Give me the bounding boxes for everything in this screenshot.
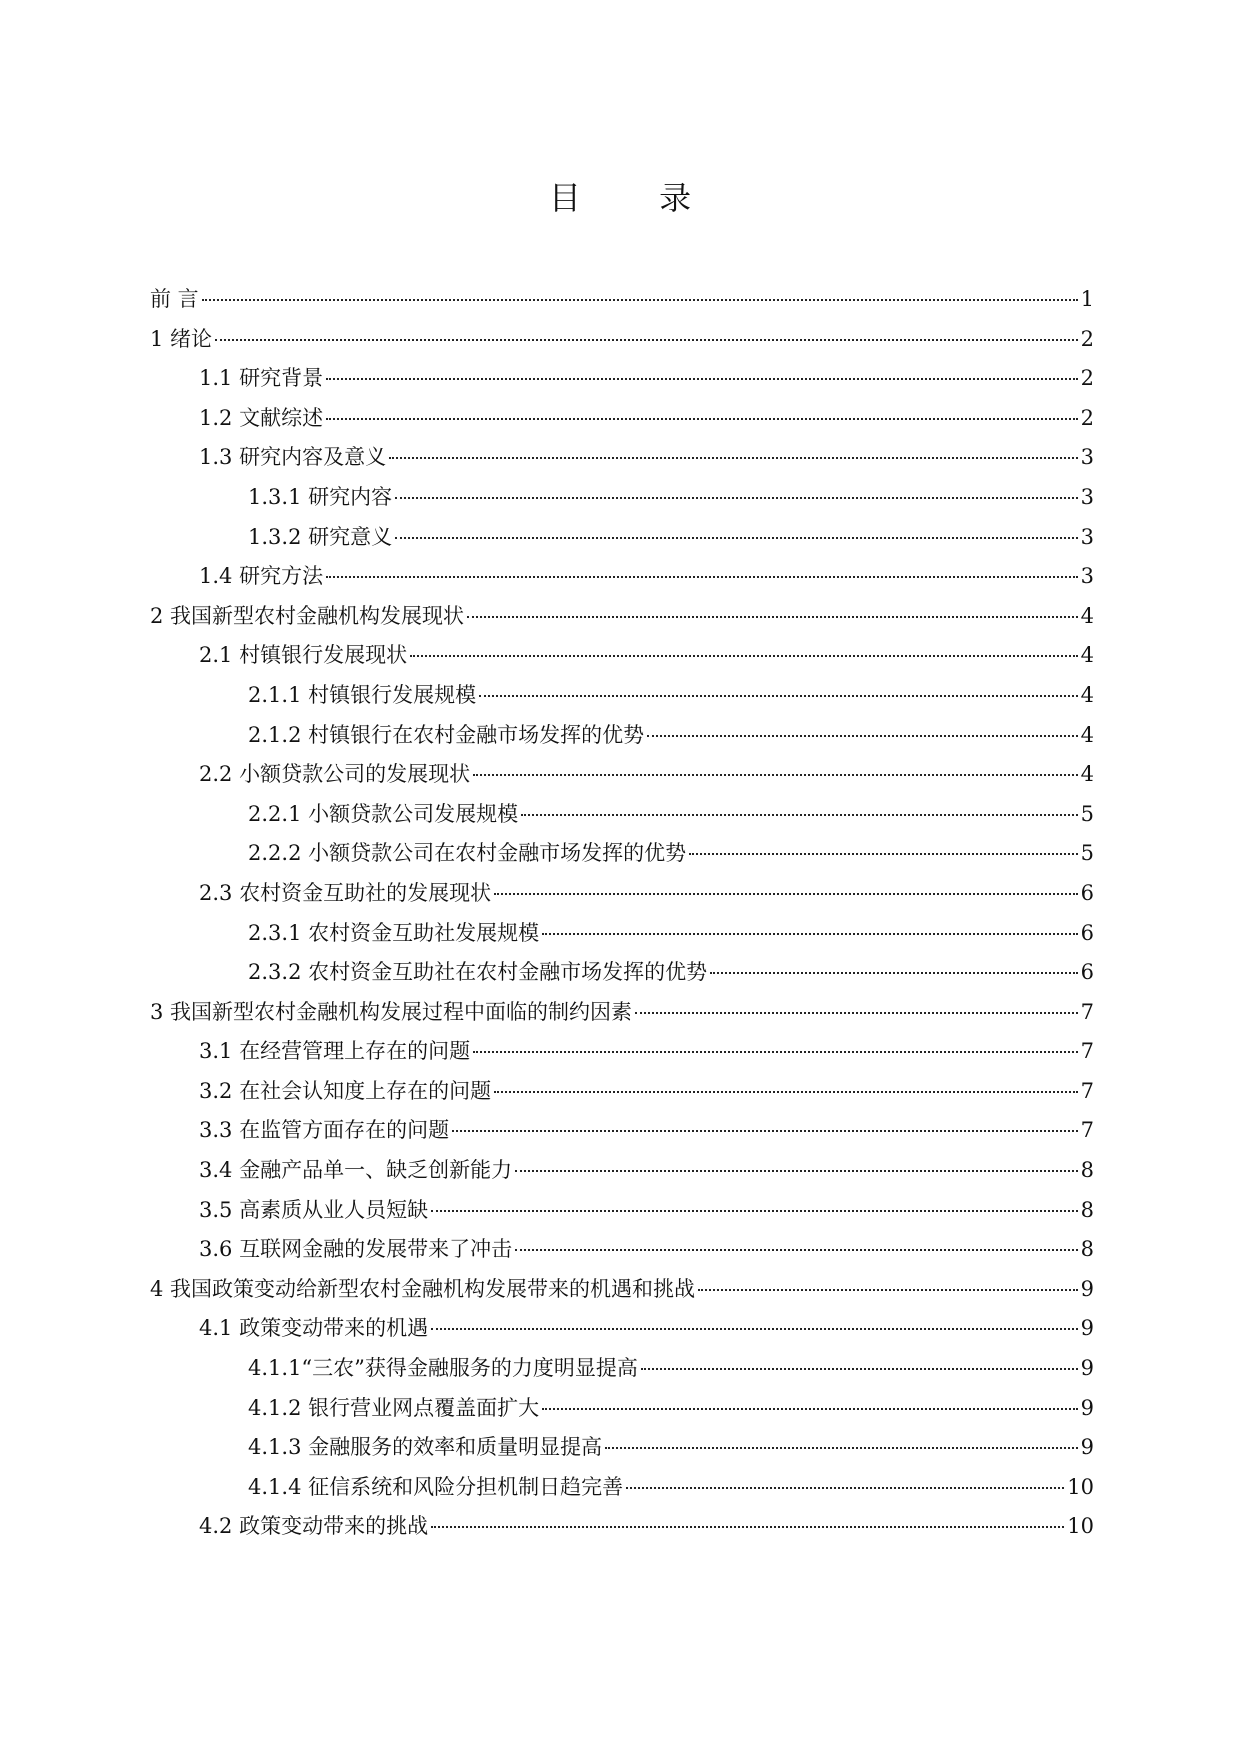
toc-dot-leader <box>647 735 1078 737</box>
toc-dot-leader <box>202 299 1078 301</box>
toc-entry-page-number: 2 <box>1080 366 1094 391</box>
toc-entry-page-number: 4 <box>1080 603 1094 628</box>
toc-entry[interactable] <box>150 953 1094 993</box>
toc-entry-page-number: 4 <box>1080 722 1094 747</box>
toc-entry[interactable] <box>150 874 1094 914</box>
toc-entry-page-number: 5 <box>1080 841 1094 866</box>
toc-entry-page-number: 9 <box>1080 1276 1094 1301</box>
toc-dot-leader <box>410 655 1078 657</box>
toc-dot-leader <box>698 1289 1078 1291</box>
toc-entry-page-number: 6 <box>1080 960 1094 985</box>
toc-entry-label: 1.4 研究方法 <box>199 564 324 589</box>
toc-entry-page-number: 5 <box>1080 801 1094 826</box>
toc-entry-label: 2 我国新型农村金融机构发展现状 <box>150 603 465 628</box>
toc-dot-leader <box>215 339 1078 341</box>
toc-entry-label: 2.1.2 村镇银行在农村金融市场发挥的优势 <box>248 722 645 747</box>
toc-entry[interactable] <box>150 1270 1094 1310</box>
toc-entry-label: 4.1.2 银行营业网点覆盖面扩大 <box>248 1395 540 1420</box>
toc-entry-page-number: 4 <box>1080 643 1094 668</box>
toc-entry-label: 3.6 互联网金融的发展带来了冲击 <box>199 1237 513 1262</box>
toc-entry-page-number: 9 <box>1080 1316 1094 1341</box>
toc-entry[interactable] <box>150 914 1094 954</box>
toc-entry[interactable] <box>150 1151 1094 1191</box>
toc-dot-leader <box>431 1328 1078 1330</box>
toc-entry[interactable] <box>150 280 1094 320</box>
toc-entry-page-number: 2 <box>1080 405 1094 430</box>
toc-entry-page-number: 9 <box>1080 1356 1094 1381</box>
toc-dot-leader <box>326 378 1078 380</box>
toc-dot-leader <box>479 695 1078 697</box>
toc-dot-leader <box>542 933 1078 935</box>
toc-entry[interactable] <box>150 1111 1094 1151</box>
toc-dot-leader <box>431 1526 1064 1528</box>
toc-entry-label: 3.5 高素质从业人员短缺 <box>199 1197 429 1222</box>
toc-entry-label: 1.1 研究背景 <box>199 366 324 391</box>
toc-entry-label: 1.3.1 研究内容 <box>248 484 393 509</box>
toc-entry[interactable] <box>150 1309 1094 1349</box>
toc-dot-leader <box>515 1170 1078 1172</box>
toc-entry-page-number: 8 <box>1080 1197 1094 1222</box>
toc-entry-page-number: 7 <box>1080 1078 1094 1103</box>
toc-dot-leader <box>467 616 1078 618</box>
toc-entry-label: 3.2 在社会认知度上存在的问题 <box>199 1078 492 1103</box>
toc-entry[interactable] <box>150 636 1094 676</box>
toc-entry-label: 1 绪论 <box>150 326 213 351</box>
toc-entry[interactable] <box>150 1230 1094 1270</box>
toc-entry-label: 4.1.1“三农”获得金融服务的力度明显提高 <box>248 1356 638 1381</box>
toc-entry-page-number: 10 <box>1067 1514 1094 1539</box>
toc-entry[interactable] <box>150 1468 1094 1508</box>
toc-entry-label: 4.1.4 征信系统和风险分担机制日趋完善 <box>248 1474 624 1499</box>
toc-dot-leader <box>626 1487 1064 1489</box>
toc-entry-page-number: 6 <box>1080 880 1094 905</box>
toc-entry-label: 4 我国政策变动给新型农村金融机构发展带来的机遇和挑战 <box>150 1276 696 1301</box>
toc-entry[interactable] <box>150 438 1094 478</box>
toc-entry-label: 2.1 村镇银行发展现状 <box>199 643 408 668</box>
toc-entry-label: 前 言 <box>150 287 199 311</box>
toc-entry-label: 3 我国新型农村金融机构发展过程中面临的制约因素 <box>150 999 633 1024</box>
toc-entry-label: 2.3 农村资金互助社的发展现状 <box>199 880 492 905</box>
toc-entry-label: 2.2 小额贷款公司的发展现状 <box>199 762 471 787</box>
toc-entry-page-number: 3 <box>1080 524 1094 549</box>
toc-entry[interactable] <box>150 399 1094 439</box>
toc-dot-leader <box>431 1210 1078 1212</box>
toc-entry-label: 2.1.1 村镇银行发展规模 <box>248 682 477 707</box>
toc-entry-page-number: 3 <box>1080 484 1094 509</box>
toc-entry-label: 1.2 文献综述 <box>199 405 324 430</box>
toc-title: 目 录 <box>548 179 726 217</box>
toc-entry-page-number: 7 <box>1080 1118 1094 1143</box>
toc-entry-label: 1.3 研究内容及意义 <box>199 445 387 470</box>
toc-entry-page-number: 7 <box>1080 999 1094 1024</box>
toc-entry-label: 1.3.2 研究意义 <box>248 524 393 549</box>
toc-entry-page-number: 9 <box>1080 1395 1094 1420</box>
toc-entry-page-number: 9 <box>1080 1435 1094 1460</box>
toc-entry[interactable] <box>150 1507 1094 1547</box>
toc-entry-page-number: 1 <box>1080 287 1094 311</box>
toc-dot-leader <box>689 853 1078 855</box>
toc-entry[interactable] <box>150 676 1094 716</box>
toc-dot-leader <box>473 774 1078 776</box>
toc-dot-leader <box>494 1091 1078 1093</box>
toc-entry[interactable] <box>150 1191 1094 1231</box>
toc-dot-leader <box>605 1447 1078 1449</box>
toc-entry[interactable] <box>150 518 1094 558</box>
toc-entry[interactable] <box>150 993 1094 1033</box>
toc-entry-label: 3.3 在监管方面存在的问题 <box>199 1118 450 1143</box>
toc-entry-label: 3.1 在经营管理上存在的问题 <box>199 1039 471 1064</box>
toc-entry-label: 2.2.2 小额贷款公司在农村金融市场发挥的优势 <box>248 841 687 866</box>
toc-entry-label: 3.4 金融产品单一、缺乏创新能力 <box>199 1158 513 1183</box>
toc-entry-page-number: 8 <box>1080 1237 1094 1262</box>
toc-dot-leader <box>395 537 1078 539</box>
toc-entry-page-number: 10 <box>1067 1474 1094 1499</box>
toc-entry[interactable] <box>150 359 1094 399</box>
toc-entry[interactable] <box>150 1349 1094 1389</box>
toc-entry[interactable] <box>150 755 1094 795</box>
toc-entry[interactable] <box>150 795 1094 835</box>
toc-dot-leader <box>641 1368 1078 1370</box>
toc-entry-page-number: 7 <box>1080 1039 1094 1064</box>
toc-entry[interactable] <box>150 834 1094 874</box>
toc-entry[interactable] <box>150 716 1094 756</box>
toc-entry[interactable] <box>150 1032 1094 1072</box>
toc-dot-leader <box>494 893 1078 895</box>
toc-entry-label: 2.3.2 农村资金互助社在农村金融市场发挥的优势 <box>248 960 708 985</box>
toc-list <box>150 280 1094 1547</box>
toc-dot-leader <box>710 972 1078 974</box>
toc-dot-leader <box>395 497 1078 499</box>
toc-entry-label: 4.1.3 金融服务的效率和质量明显提高 <box>248 1435 603 1460</box>
toc-dot-leader <box>326 576 1078 578</box>
toc-entry[interactable] <box>150 1389 1094 1429</box>
toc-dot-leader <box>473 1051 1078 1053</box>
toc-entry-label: 2.3.1 农村资金互助社发展规模 <box>248 920 540 945</box>
toc-dot-leader <box>521 814 1078 816</box>
toc-entry-page-number: 2 <box>1080 326 1094 351</box>
toc-entry-page-number: 3 <box>1080 445 1094 470</box>
toc-entry-page-number: 3 <box>1080 564 1094 589</box>
toc-dot-leader <box>452 1130 1078 1132</box>
toc-entry[interactable] <box>150 557 1094 597</box>
toc-dot-leader <box>389 457 1078 459</box>
toc-dot-leader <box>542 1408 1078 1410</box>
toc-entry-page-number: 6 <box>1080 920 1094 945</box>
toc-entry[interactable] <box>150 478 1094 518</box>
toc-entry[interactable] <box>150 1072 1094 1112</box>
toc-entry[interactable] <box>150 597 1094 637</box>
toc-entry-label: 2.2.1 小额贷款公司发展规模 <box>248 801 519 826</box>
toc-entry-page-number: 4 <box>1080 762 1094 787</box>
toc-entry[interactable] <box>150 320 1094 360</box>
toc-entry-label: 4.1 政策变动带来的机遇 <box>199 1316 429 1341</box>
toc-entry-page-number: 4 <box>1080 682 1094 707</box>
toc-dot-leader <box>515 1249 1078 1251</box>
toc-dot-leader <box>635 1012 1078 1014</box>
toc-entry-label: 4.2 政策变动带来的挑战 <box>199 1514 429 1539</box>
toc-entry[interactable] <box>150 1428 1094 1468</box>
toc-dot-leader <box>326 418 1078 420</box>
toc-entry-page-number: 8 <box>1080 1158 1094 1183</box>
